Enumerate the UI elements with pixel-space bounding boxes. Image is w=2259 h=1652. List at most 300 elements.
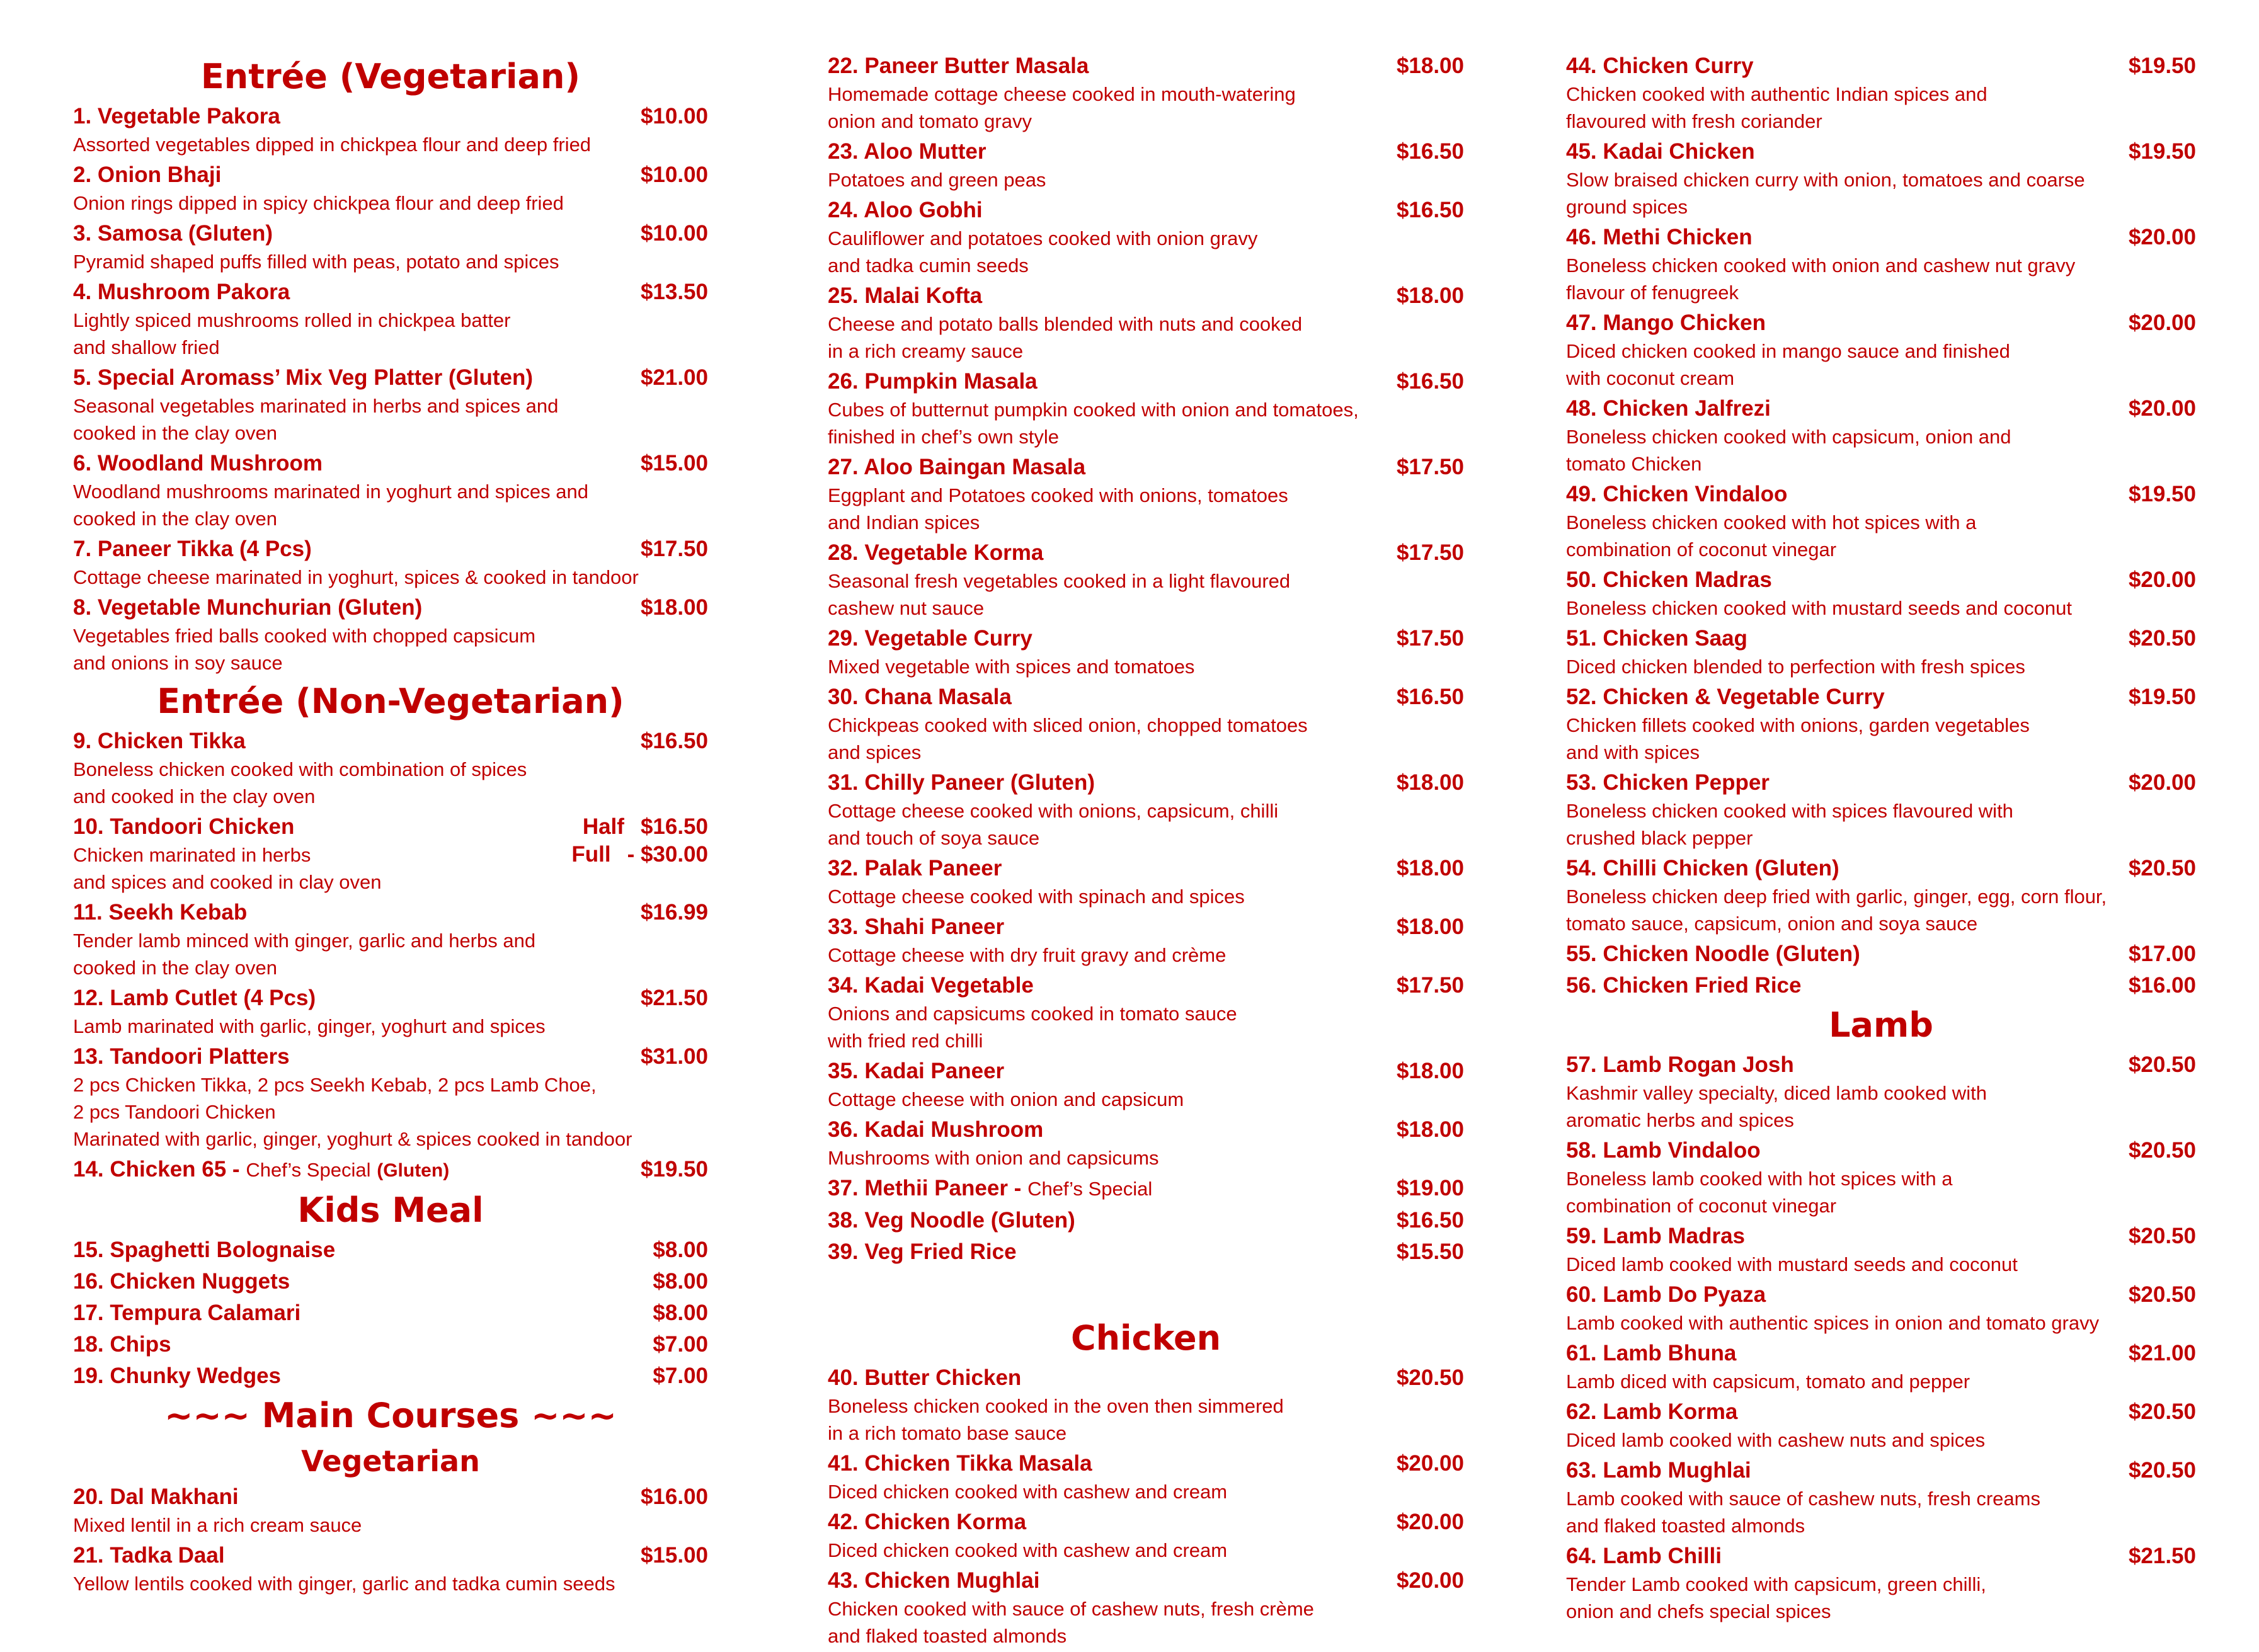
item-name: 19. Chunky Wedges	[73, 1364, 282, 1388]
item-name: 44. Chicken Curry	[1566, 54, 1754, 78]
item-price: $17.50	[1396, 540, 1464, 565]
item-name: 4. Mushroom Pakora	[73, 280, 290, 304]
item-description: Woodland mushrooms marinated in yoghurt and spices and	[73, 481, 588, 503]
section-heading-entree-non-vegetarian: Entrée (Non-Vegetarian)	[157, 681, 624, 721]
item-price: $18.00	[1396, 914, 1464, 939]
item-name: 2. Onion Bhaji	[73, 162, 222, 187]
menu-item	[73, 1330, 708, 1359]
item-price: $13.50	[640, 280, 708, 304]
item-dash: -	[1007, 1176, 1028, 1200]
item-name: 32. Palak Paneer	[828, 856, 1002, 880]
item-name: 50. Chicken Madras	[1566, 567, 1772, 592]
item-name: 38. Veg Noodle (Gluten)	[828, 1208, 1075, 1233]
item-description: Vegetables fried balls cooked with chopped capsicum	[73, 625, 536, 647]
chefs-special-note: Chef’s Special	[1027, 1178, 1153, 1200]
half-price: $16.50	[640, 814, 708, 839]
item-name: 18. Chips	[73, 1332, 171, 1357]
item-description: Marinated with garlic, ginger, yoghurt & spices cooked in tandoor	[73, 1128, 632, 1150]
menu-item	[73, 278, 708, 361]
section-heading-chicken: Chicken	[1070, 1318, 1221, 1358]
menu-item	[1566, 52, 2196, 135]
item-description: Tender lamb minced with ginger, garlic and herbs and	[73, 930, 536, 952]
gluten-note: (Gluten)	[377, 1160, 450, 1181]
item-name: 13. Tandoori Platters	[73, 1044, 290, 1069]
item-description: Diced lamb cooked with cashew nuts and spices	[1566, 1429, 1986, 1451]
item-price: $19.50	[2128, 685, 2196, 709]
item-name: 16. Chicken Nuggets	[73, 1269, 290, 1294]
menu-item	[1566, 1136, 2196, 1219]
item-description: Kashmir valley specialty, diced lamb cooked with	[1566, 1082, 1987, 1104]
item-name: 57. Lamb Rogan Josh	[1566, 1052, 1794, 1077]
item-price: $20.50	[2128, 1224, 2196, 1248]
item-description: Seasonal fresh vegetables cooked in a light flavoured	[828, 570, 1291, 592]
item-description: Lamb cooked with authentic spices in onion and tomato gravy	[1566, 1312, 2100, 1334]
menu-item	[1566, 624, 2196, 680]
menu-item	[828, 52, 1464, 135]
item-description: Diced chicken cooked with cashew and cream	[828, 1539, 1228, 1561]
item-description: Cheese and potato balls blended with nuts and cooked	[828, 313, 1303, 335]
entree-nonveg-list-a	[73, 727, 708, 810]
item-description: Boneless chicken cooked with combination of spices	[73, 758, 527, 780]
item-price: $17.50	[640, 537, 708, 561]
item-description: Diced chicken cooked in mango sauce and finished	[1566, 340, 2010, 362]
item-price: $20.00	[1396, 1451, 1464, 1476]
item-name: 10. Tandoori Chicken	[73, 814, 295, 839]
item-price: $19.50	[2128, 139, 2196, 164]
item-name: 53. Chicken Pepper	[1566, 770, 1770, 795]
item-description: Cottage cheese marinated in yoghurt, spices & cooked in tandoor	[73, 566, 639, 588]
item-name: 39. Veg Fried Rice	[828, 1239, 1017, 1264]
item-description: crushed black pepper	[1566, 827, 1753, 849]
item-description: Assorted vegetables dipped in chickpea flour and deep fried	[73, 134, 592, 156]
item-name: 31. Chilly Paneer (Gluten)	[828, 770, 1095, 795]
item-price: $20.50	[2128, 856, 2196, 880]
item-description: ground spices	[1566, 196, 1688, 218]
item-name: 8. Vegetable Munchurian (Gluten)	[73, 595, 423, 620]
item-name: 9. Chicken Tikka	[73, 729, 246, 753]
menu-item	[1566, 223, 2196, 306]
menu-item	[828, 137, 1464, 193]
menu-item	[1566, 1280, 2196, 1336]
item-name: 7. Paneer Tikka (4 Pcs)	[73, 537, 312, 561]
section-heading-main-courses: ~~~ Main Courses ~~~	[164, 1396, 617, 1435]
item-price: $31.00	[640, 1044, 708, 1069]
item-description: Boneless chicken cooked in the oven then simmered	[828, 1395, 1284, 1417]
menu-item-tandoori-chicken	[73, 812, 708, 896]
item-price: $21.00	[2128, 1341, 2196, 1365]
menu-item	[828, 1364, 1464, 1447]
menu-item	[73, 593, 708, 676]
item-name: 3. Samosa (Gluten)	[73, 221, 273, 246]
item-name: 24. Aloo Gobhi	[828, 198, 983, 222]
item-price: $20.50	[2128, 1458, 2196, 1483]
menu-item	[1566, 394, 2196, 477]
menu-item	[828, 538, 1464, 622]
entree-veg-list	[73, 102, 708, 676]
item-price: $8.00	[653, 1238, 708, 1262]
item-name: 46. Methi Chicken	[1566, 225, 1753, 249]
item-price: $17.50	[1396, 455, 1464, 479]
item-price: $7.00	[653, 1364, 708, 1388]
menu-item	[1566, 854, 2196, 937]
menu-item	[73, 1042, 708, 1153]
menu-item	[828, 971, 1464, 1054]
menu-item	[828, 282, 1464, 365]
item-price: $7.00	[653, 1332, 708, 1357]
item-name: 61. Lamb Bhuna	[1566, 1341, 1737, 1365]
item-price: $18.00	[1396, 1059, 1464, 1083]
item-price: $21.00	[640, 365, 708, 390]
item-description: Boneless chicken cooked with onion and cashew nut gravy	[1566, 254, 2076, 276]
item-price: $20.00	[1396, 1510, 1464, 1534]
item-description: Diced chicken blended to perfection with fresh spices	[1566, 656, 2025, 678]
menu-item	[1566, 1456, 2196, 1539]
item-name: 35. Kadai Paneer	[828, 1059, 1005, 1083]
item-description: Chicken fillets cooked with onions, garden vegetables	[1566, 714, 2030, 736]
item-name: 41. Chicken Tikka Masala	[828, 1451, 1092, 1476]
item-price: $20.50	[2128, 1282, 2196, 1307]
menu-item	[1566, 1222, 2196, 1278]
menu-item	[73, 984, 708, 1040]
menu-item	[828, 1115, 1464, 1171]
item-name: 12. Lamb Cutlet (4 Pcs)	[73, 986, 316, 1010]
item-description: Cottage cheese cooked with onions, capsicum, chilli	[828, 800, 1279, 822]
item-price: $17.50	[1396, 626, 1464, 651]
item-name: 54. Chilli Chicken (Gluten)	[1566, 856, 1839, 880]
menu-item	[828, 453, 1464, 536]
item-description: finished in chef’s own style	[828, 426, 1060, 448]
item-name: 64. Lamb Chilli	[1566, 1544, 1722, 1568]
item-description: Potatoes and green peas	[828, 169, 1046, 191]
menu-item	[1566, 768, 2196, 852]
item-price: $19.50	[2128, 54, 2196, 78]
item-price: $20.00	[2128, 396, 2196, 421]
item-description: Boneless chicken cooked with hot spices with a	[1566, 511, 1977, 533]
item-description: Chicken cooked with sauce of cashew nuts, fresh crème	[828, 1598, 1314, 1620]
menu-item	[73, 161, 708, 217]
chefs-special-note: Chef’s Special	[246, 1159, 371, 1181]
item-name: 23. Aloo Mutter	[828, 139, 987, 164]
item-description: onion and chefs special spices	[1566, 1600, 1831, 1622]
item-name: 21. Tadka Daal	[73, 1543, 225, 1568]
item-description: Mixed lentil in a rich cream sauce	[73, 1514, 362, 1536]
item-price: $18.00	[1396, 856, 1464, 880]
menu-item	[73, 1299, 708, 1328]
item-name: 62. Lamb Korma	[1566, 1399, 1738, 1424]
item-name: 22. Paneer Butter Masala	[828, 54, 1089, 78]
menu-item	[828, 367, 1464, 450]
item-price: $20.00	[2128, 225, 2196, 249]
menu-item	[1566, 971, 2196, 1000]
item-price: $18.00	[1396, 54, 1464, 78]
menu-item	[1566, 683, 2196, 766]
menu-item	[828, 683, 1464, 766]
item-description: Lamb marinated with garlic, ginger, yoghurt and spices	[73, 1015, 546, 1037]
item-description: and Indian spices	[828, 511, 980, 533]
menu-column-1	[73, 52, 708, 1600]
item-price: $15.00	[640, 1543, 708, 1568]
menu-column-3	[1566, 52, 2196, 1627]
item-description: Chicken cooked with authentic Indian spices and	[1566, 83, 1987, 105]
item-name: 27. Aloo Baingan Masala	[828, 455, 1086, 479]
item-name: 47. Mango Chicken	[1566, 310, 1766, 335]
item-price: $19.00	[1396, 1176, 1464, 1200]
item-price: $16.50	[1396, 198, 1464, 222]
item-description: tomato Chicken	[1566, 453, 1702, 475]
item-description: Cottage cheese with onion and capsicum	[828, 1088, 1184, 1110]
item-name: 55. Chicken Noodle (Gluten)	[1566, 942, 1860, 966]
menu-item	[73, 363, 708, 447]
item-name: 28. Vegetable Korma	[828, 540, 1044, 565]
item-price: $18.00	[1396, 1117, 1464, 1142]
item-price: $16.50	[1396, 369, 1464, 394]
menu-item	[73, 219, 708, 275]
item-description: tomato sauce, capsicum, onion and soya sauce	[1566, 913, 1978, 935]
chicken-list	[828, 1364, 1464, 1649]
item-price: $20.00	[2128, 567, 2196, 592]
menu-item	[73, 727, 708, 810]
menu-item	[828, 1449, 1464, 1505]
item-description: in a rich creamy sauce	[828, 340, 1024, 362]
item-price: $20.00	[2128, 770, 2196, 795]
menu-item	[828, 1057, 1464, 1113]
item-description: in a rich tomato base sauce	[828, 1422, 1067, 1444]
item-description: Boneless lamb cooked with hot spices with a	[1566, 1168, 1953, 1190]
entree-nonveg-list-b	[73, 898, 708, 1153]
item-price: $20.50	[2128, 626, 2196, 651]
item-price: $16.00	[2128, 973, 2196, 998]
item-description: Lamb cooked with sauce of cashew nuts, fresh creams	[1566, 1488, 2040, 1510]
item-description: Cottage cheese with dry fruit gravy and crème	[828, 944, 1227, 966]
item-price: $16.00	[640, 1484, 708, 1509]
menu-item	[73, 535, 708, 591]
item-name: 33. Shahi Paneer	[828, 914, 1005, 939]
item-description: with fried red chilli	[828, 1030, 983, 1052]
menu-item	[73, 102, 708, 158]
item-name: 40. Butter Chicken	[828, 1365, 1022, 1390]
item-name: 59. Lamb Madras	[1566, 1224, 1745, 1248]
item-description: Eggplant and Potatoes cooked with onions, tomatoes	[828, 484, 1288, 506]
item-description: cooked in the clay oven	[73, 508, 277, 530]
main-veg-list-continued	[828, 52, 1464, 1171]
item-name: 30. Chana Masala	[828, 685, 1012, 709]
menu-item	[828, 196, 1464, 279]
item-name: 6. Woodland Mushroom	[73, 451, 323, 476]
main-veg-list	[73, 1483, 708, 1597]
menu-item	[1566, 1051, 2196, 1134]
item-name: 11. Seekh Kebab	[73, 900, 248, 925]
item-name: 36. Kadai Mushroom	[828, 1117, 1044, 1142]
item-description: and with spices	[1566, 741, 1700, 763]
item-description: Chickpeas cooked with sliced onion, chopped tomatoes	[828, 714, 1308, 736]
item-price: $18.00	[1396, 283, 1464, 308]
item-description: onion and tomato gravy	[828, 110, 1032, 132]
section-heading-entree-vegetarian: Entrée (Vegetarian)	[200, 57, 581, 96]
item-description: Onion rings dipped in spicy chickpea flour and deep fried	[73, 192, 564, 214]
item-description: combination of coconut vinegar	[1566, 538, 1837, 561]
item-name: 45. Kadai Chicken	[1566, 139, 1755, 164]
menu-item	[1566, 566, 2196, 622]
item-description: Boneless chicken cooked with spices flavoured with	[1566, 800, 2013, 822]
item-name: 42. Chicken Korma	[828, 1510, 1027, 1534]
kids-meal-list	[73, 1236, 708, 1391]
full-label: Full	[571, 842, 611, 867]
item-description: Lamb diced with capsicum, tomato and pepper	[1566, 1370, 1970, 1393]
menu-item	[1566, 1542, 2196, 1625]
item-price: $20.50	[2128, 1052, 2196, 1077]
menu-item	[1566, 309, 2196, 392]
item-description: Yellow lentils cooked with ginger, garlic and tadka cumin seeds	[73, 1573, 615, 1595]
item-price: $16.50	[1396, 685, 1464, 709]
item-description: aromatic herbs and spices	[1566, 1109, 1794, 1131]
item-name: 60. Lamb Do Pyaza	[1566, 1282, 1766, 1307]
item-name: 49. Chicken Vindaloo	[1566, 482, 1788, 506]
item-dash: -	[226, 1157, 246, 1182]
menu-item	[1566, 1339, 2196, 1395]
menu-item	[828, 913, 1464, 969]
item-price: $17.00	[2128, 942, 2196, 966]
item-description: cooked in the clay oven	[73, 422, 277, 444]
item-description: and flaked toasted almonds	[828, 1625, 1067, 1647]
item-price: $10.00	[640, 162, 708, 187]
item-description: Boneless chicken cooked with capsicum, onion and	[1566, 426, 2011, 448]
item-price: $10.00	[640, 221, 708, 246]
item-name: 48. Chicken Jalfrezi	[1566, 396, 1771, 421]
item-description: Slow braised chicken curry with onion, tomatoes and coarse	[1566, 169, 2085, 191]
section-subheading-vegetarian: Vegetarian	[301, 1444, 480, 1478]
item-price: $17.50	[1396, 973, 1464, 998]
item-name: 37. Methii Paneer	[828, 1176, 1008, 1200]
item-name: 15. Spaghetti Bolognaise	[73, 1238, 336, 1262]
item-price: $20.50	[1396, 1365, 1464, 1390]
item-price: $16.99	[640, 900, 708, 925]
item-name: 51. Chicken Saag	[1566, 626, 1747, 651]
item-description: 2 pcs Tandoori Chicken	[73, 1101, 276, 1123]
item-description: and spices and cooked in clay oven	[73, 871, 382, 893]
menu-item	[1566, 480, 2196, 563]
menu-column-2	[828, 52, 1464, 1652]
item-description: Cottage cheese cooked with spinach and spices	[828, 886, 1245, 908]
full-price: - $30.00	[627, 842, 708, 867]
item-price: $8.00	[653, 1269, 708, 1294]
menu-item	[73, 1236, 708, 1265]
item-description: Cauliflower and potatoes cooked with onion gravy	[828, 227, 1258, 249]
menu-item	[73, 898, 708, 981]
menu-item	[73, 1483, 708, 1539]
item-description: and spices	[828, 741, 922, 763]
menu-item	[828, 1508, 1464, 1564]
item-name: 17. Tempura Calamari	[73, 1301, 301, 1325]
menu-item	[828, 768, 1464, 852]
menu-item-methii-paneer	[828, 1174, 1464, 1204]
item-description: and cooked in the clay oven	[73, 785, 316, 807]
item-description: Diced chicken cooked with cashew and cream	[828, 1481, 1228, 1503]
menu-item	[828, 624, 1464, 680]
item-price: $16.50	[640, 729, 708, 753]
item-description: with coconut cream	[1566, 367, 1735, 389]
item-description: cooked in the clay oven	[73, 957, 277, 979]
item-name: 14. Chicken 65	[73, 1157, 227, 1182]
lamb-list	[1566, 1051, 2196, 1625]
item-price: $21.50	[2128, 1544, 2196, 1568]
item-description: cashew nut sauce	[828, 597, 985, 619]
item-name: 1. Vegetable Pakora	[73, 104, 280, 128]
item-name: 29. Vegetable Curry	[828, 626, 1032, 651]
item-description: Homemade cottage cheese cooked in mouth-watering	[828, 83, 1296, 105]
item-description: and tadka cumin seeds	[828, 254, 1029, 276]
section-heading-lamb: Lamb	[1829, 1005, 1933, 1045]
item-price: $18.00	[1396, 770, 1464, 795]
item-name: 43. Chicken Mughlai	[828, 1568, 1040, 1593]
item-price: $15.00	[640, 451, 708, 476]
item-description: and flaked toasted almonds	[1566, 1515, 1805, 1537]
item-name: 26. Pumpkin Masala	[828, 369, 1038, 394]
item-name: 25. Malai Kofta	[828, 283, 983, 308]
item-price: $18.00	[640, 595, 708, 620]
item-description: Boneless chicken cooked with mustard seeds and coconut	[1566, 597, 2073, 619]
item-description: and onions in soy sauce	[73, 652, 283, 674]
item-price: $15.50	[1396, 1239, 1464, 1264]
item-name: 63. Lamb Mughlai	[1566, 1458, 1751, 1483]
item-description: Onions and capsicums cooked in tomato sauce	[828, 1003, 1237, 1025]
menu-item	[73, 1267, 708, 1296]
item-price: $8.00	[653, 1301, 708, 1325]
menu-item	[73, 1541, 708, 1597]
item-description: and touch of soya sauce	[828, 827, 1040, 849]
item-name: 56. Chicken Fried Rice	[1566, 973, 1802, 998]
item-price: $19.50	[2128, 482, 2196, 506]
item-price: $10.00	[640, 104, 708, 128]
menu-item	[828, 854, 1464, 910]
item-price: $20.00	[1396, 1568, 1464, 1593]
item-description: Pyramid shaped puffs filled with peas, potato and spices	[73, 251, 559, 273]
item-price: $16.50	[1396, 139, 1464, 164]
item-price: $21.50	[640, 986, 708, 1010]
item-description: Diced lamb cooked with mustard seeds and coconut	[1566, 1253, 2018, 1275]
menu-item	[828, 1206, 1464, 1235]
item-name: 52. Chicken & Vegetable Curry	[1566, 685, 1885, 709]
item-name: 20. Dal Makhani	[73, 1484, 239, 1509]
item-price: $20.50	[2128, 1399, 2196, 1424]
item-price: $19.50	[640, 1157, 708, 1182]
item-description: Mushrooms with onion and capsicums	[828, 1147, 1159, 1169]
chicken-list-continued	[1566, 52, 2196, 1000]
menu-item-chicken-65	[73, 1155, 708, 1185]
item-price: $16.50	[1396, 1208, 1464, 1233]
item-description: Boneless chicken deep fried with garlic, ginger, egg, corn flour,	[1566, 886, 2107, 908]
item-description: flavour of fenugreek	[1566, 282, 1739, 304]
item-description: 2 pcs Chicken Tikka, 2 pcs Seekh Kebab, 2 pcs Lamb Choe,	[73, 1074, 597, 1096]
item-name: 34. Kadai Vegetable	[828, 973, 1034, 998]
item-price: $20.50	[2128, 1138, 2196, 1163]
item-description: Lightly spiced mushrooms rolled in chickpea batter	[73, 309, 511, 331]
veg-tail-list	[828, 1206, 1464, 1267]
item-description: Cubes of butternut pumpkin cooked with onion and tomatoes,	[828, 399, 1359, 421]
item-description: Tender Lamb cooked with capsicum, green chilli,	[1566, 1573, 1986, 1595]
menu-item	[828, 1238, 1464, 1267]
item-name: 58. Lamb Vindaloo	[1566, 1138, 1761, 1163]
section-heading-kids-meal: Kids Meal	[297, 1190, 484, 1230]
item-description: and shallow fried	[73, 336, 220, 358]
item-description: Seasonal vegetables marinated in herbs and spices and	[73, 395, 559, 417]
item-price: $20.00	[2128, 310, 2196, 335]
menu-item	[1566, 940, 2196, 969]
menu-item	[828, 1566, 1464, 1649]
item-description: flavoured with fresh coriander	[1566, 110, 1822, 132]
item-description: combination of coconut vinegar	[1566, 1195, 1837, 1217]
menu-item	[73, 1362, 708, 1391]
item-name: 5. Special Aromass’ Mix Veg Platter (Gluten)	[73, 365, 534, 390]
